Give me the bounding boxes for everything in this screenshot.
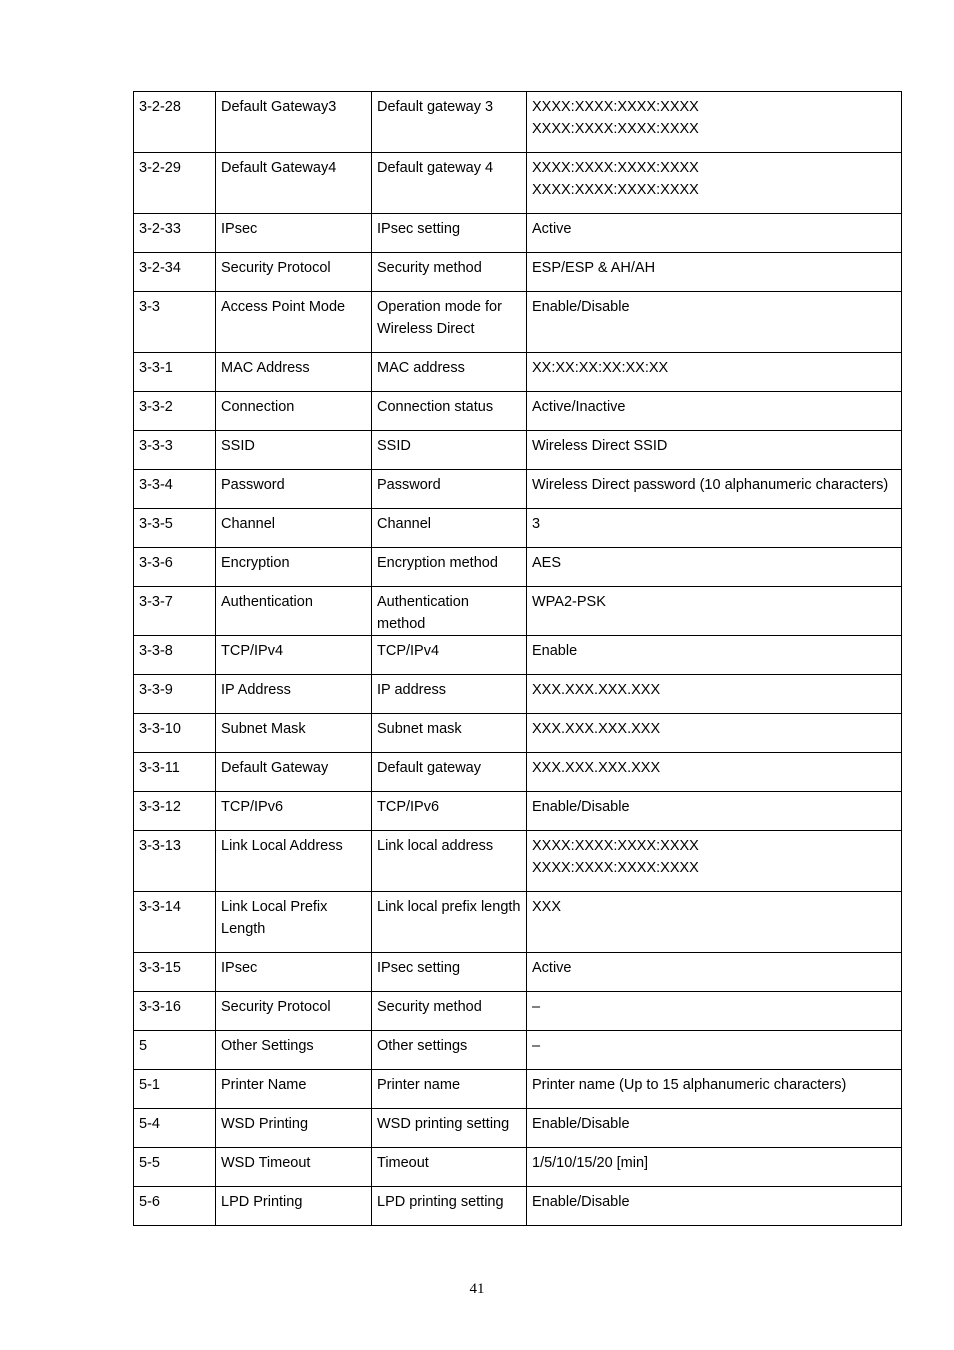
row-number-cell: 3-3-15 <box>134 953 216 992</box>
row-number-cell: 5-4 <box>134 1109 216 1148</box>
table-row <box>134 636 902 675</box>
item-name-cell: Channel <box>216 509 372 548</box>
table-row <box>134 992 902 1031</box>
setting-value-cell: WPA2-PSK <box>527 587 902 636</box>
settings-table-body <box>134 92 902 1226</box>
setting-description-cell: IPsec setting <box>372 214 527 253</box>
item-name-cell: IPsec <box>216 953 372 992</box>
setting-description-cell: Timeout <box>372 1148 527 1187</box>
setting-description-cell: TCP/IPv4 <box>372 636 527 675</box>
item-name-cell: Default Gateway <box>216 753 372 792</box>
row-number-cell: 3-3-10 <box>134 714 216 753</box>
setting-value-cell: Active/Inactive <box>527 392 902 431</box>
table-row <box>134 675 902 714</box>
setting-value-cell: – <box>527 1031 902 1070</box>
setting-value-cell: Enable/Disable <box>527 1187 902 1226</box>
item-name-cell: Authentication <box>216 587 372 636</box>
row-number-cell: 3-3-7 <box>134 587 216 636</box>
row-number-cell: 3-3-8 <box>134 636 216 675</box>
table-row <box>134 714 902 753</box>
table-row <box>134 792 902 831</box>
row-number-cell: 3-3-2 <box>134 392 216 431</box>
setting-value-cell: XXX.XXX.XXX.XXX <box>527 753 902 792</box>
setting-description-cell: Link local address <box>372 831 527 892</box>
item-name-cell: TCP/IPv6 <box>216 792 372 831</box>
setting-value-cell: Active <box>527 214 902 253</box>
row-number-cell: 3-3-4 <box>134 470 216 509</box>
table-row <box>134 892 902 953</box>
setting-value-cell: AES <box>527 548 902 587</box>
setting-value-cell: XXXX:XXXX:XXXX:XXXX XXXX:XXXX:XXXX:XXXX <box>527 831 902 892</box>
settings-table <box>133 91 902 1226</box>
setting-description-cell: TCP/IPv6 <box>372 792 527 831</box>
table-row <box>134 1148 902 1187</box>
row-number-cell: 3-2-28 <box>134 92 216 153</box>
row-number-cell: 3-3-6 <box>134 548 216 587</box>
setting-description-cell: IP address <box>372 675 527 714</box>
setting-description-cell: Authentication method <box>372 587 527 636</box>
item-name-cell: Link Local Address <box>216 831 372 892</box>
row-number-cell: 3-3 <box>134 292 216 353</box>
item-name-cell: Other Settings <box>216 1031 372 1070</box>
setting-value-cell: Enable <box>527 636 902 675</box>
setting-description-cell: Encryption method <box>372 548 527 587</box>
row-number-cell: 3-3-11 <box>134 753 216 792</box>
setting-description-cell: Connection status <box>372 392 527 431</box>
table-row <box>134 153 902 214</box>
item-name-cell: Link Local Prefix Length <box>216 892 372 953</box>
item-name-cell: SSID <box>216 431 372 470</box>
setting-value-cell: XX:XX:XX:XX:XX:XX <box>527 353 902 392</box>
row-number-cell: 5-6 <box>134 1187 216 1226</box>
item-name-cell: Password <box>216 470 372 509</box>
item-name-cell: Subnet Mask <box>216 714 372 753</box>
table-row <box>134 548 902 587</box>
row-number-cell: 3-3-13 <box>134 831 216 892</box>
item-name-cell: Default Gateway3 <box>216 92 372 153</box>
row-number-cell: 3-3-3 <box>134 431 216 470</box>
setting-value-cell: XXX.XXX.XXX.XXX <box>527 675 902 714</box>
table-row <box>134 292 902 353</box>
table-row <box>134 214 902 253</box>
setting-description-cell: Subnet mask <box>372 714 527 753</box>
item-name-cell: WSD Timeout <box>216 1148 372 1187</box>
item-name-cell: Encryption <box>216 548 372 587</box>
table-row <box>134 587 902 636</box>
setting-description-cell: Default gateway 4 <box>372 153 527 214</box>
setting-description-cell: Default gateway <box>372 753 527 792</box>
table-row <box>134 509 902 548</box>
item-name-cell: Access Point Mode <box>216 292 372 353</box>
row-number-cell: 3-2-29 <box>134 153 216 214</box>
item-name-cell: Security Protocol <box>216 992 372 1031</box>
page-number: 41 <box>469 1281 485 1297</box>
row-number-cell: 5-1 <box>134 1070 216 1109</box>
setting-description-cell: Password <box>372 470 527 509</box>
table-row <box>134 1109 902 1148</box>
setting-description-cell: IPsec setting <box>372 953 527 992</box>
setting-value-cell: XXX <box>527 892 902 953</box>
setting-value-cell: Enable/Disable <box>527 792 902 831</box>
setting-value-cell: Active <box>527 953 902 992</box>
setting-value-cell: Printer name (Up to 15 alphanumeric characters) <box>527 1070 902 1109</box>
row-number-cell: 3-3-14 <box>134 892 216 953</box>
row-number-cell: 5-5 <box>134 1148 216 1187</box>
setting-description-cell: Channel <box>372 509 527 548</box>
setting-value-cell: Wireless Direct password (10 alphanumeric characters) <box>527 470 902 509</box>
item-name-cell: Default Gateway4 <box>216 153 372 214</box>
setting-description-cell: Link local prefix length <box>372 892 527 953</box>
table-row <box>134 1187 902 1226</box>
setting-value-cell: ESP/ESP & AH/AH <box>527 253 902 292</box>
setting-description-cell: Printer name <box>372 1070 527 1109</box>
setting-value-cell: 1/5/10/15/20 [min] <box>527 1148 902 1187</box>
item-name-cell: LPD Printing <box>216 1187 372 1226</box>
setting-value-cell: XXX.XXX.XXX.XXX <box>527 714 902 753</box>
setting-description-cell: Other settings <box>372 1031 527 1070</box>
table-row <box>134 431 902 470</box>
setting-description-cell: Operation mode for Wireless Direct <box>372 292 527 353</box>
setting-value-cell: XXXX:XXXX:XXXX:XXXX XXXX:XXXX:XXXX:XXXX <box>527 153 902 214</box>
row-number-cell: 3-3-16 <box>134 992 216 1031</box>
setting-description-cell: SSID <box>372 431 527 470</box>
item-name-cell: WSD Printing <box>216 1109 372 1148</box>
setting-description-cell: MAC address <box>372 353 527 392</box>
row-number-cell: 5 <box>134 1031 216 1070</box>
setting-description-cell: LPD printing setting <box>372 1187 527 1226</box>
setting-description-cell: Security method <box>372 992 527 1031</box>
item-name-cell: IPsec <box>216 214 372 253</box>
setting-description-cell: Security method <box>372 253 527 292</box>
table-row <box>134 831 902 892</box>
row-number-cell: 3-2-33 <box>134 214 216 253</box>
row-number-cell: 3-3-9 <box>134 675 216 714</box>
table-row <box>134 470 902 509</box>
item-name-cell: Printer Name <box>216 1070 372 1109</box>
table-row <box>134 1070 902 1109</box>
item-name-cell: MAC Address <box>216 353 372 392</box>
table-row <box>134 392 902 431</box>
setting-value-cell: XXXX:XXXX:XXXX:XXXX XXXX:XXXX:XXXX:XXXX <box>527 92 902 153</box>
item-name-cell: Security Protocol <box>216 253 372 292</box>
setting-value-cell: – <box>527 992 902 1031</box>
setting-value-cell: Wireless Direct SSID <box>527 431 902 470</box>
item-name-cell: TCP/IPv4 <box>216 636 372 675</box>
setting-description-cell: Default gateway 3 <box>372 92 527 153</box>
table-row <box>134 353 902 392</box>
row-number-cell: 3-3-1 <box>134 353 216 392</box>
setting-value-cell: 3 <box>527 509 902 548</box>
item-name-cell: IP Address <box>216 675 372 714</box>
row-number-cell: 3-3-12 <box>134 792 216 831</box>
table-row <box>134 1031 902 1070</box>
setting-value-cell: Enable/Disable <box>527 1109 902 1148</box>
table-row <box>134 953 902 992</box>
table-row <box>134 92 902 153</box>
row-number-cell: 3-3-5 <box>134 509 216 548</box>
table-row <box>134 753 902 792</box>
setting-value-cell: Enable/Disable <box>527 292 902 353</box>
item-name-cell: Connection <box>216 392 372 431</box>
row-number-cell: 3-2-34 <box>134 253 216 292</box>
table-row <box>134 253 902 292</box>
setting-description-cell: WSD printing setting <box>372 1109 527 1148</box>
